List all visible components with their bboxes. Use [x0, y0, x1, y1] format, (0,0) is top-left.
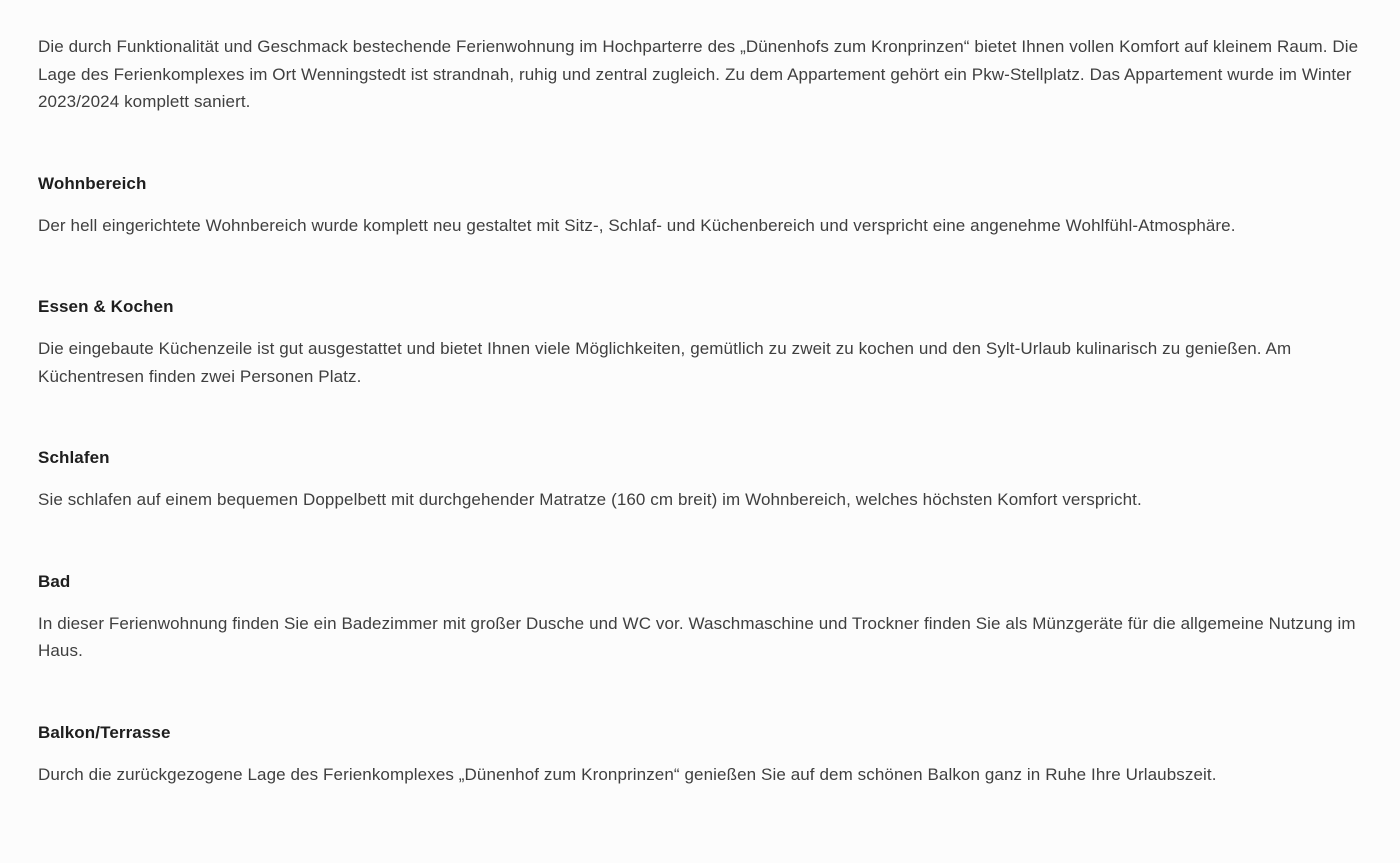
section-body-wohnbereich: Der hell eingerichtete Wohnbereich wurde komplett neu gestaltet mit Sitz-, Schlaf- und Küchenbereich und verspricht eine angenehme Wohlfühl-Atmosphäre.: [38, 215, 1236, 235]
section-heading-schlafen: Schlafen: [38, 448, 110, 467]
section-essen-kochen: [38, 293, 1370, 390]
section-heading-bad: Bad: [38, 571, 71, 591]
section-body-bad: In dieser Ferienwohnung finden Sie ein Badezimmer mit großer Dusche und WC vor. Waschmaschine und Trockner finden Sie als Münzgeräte für die allgemeine Nutzung im Haus.: [38, 613, 1356, 660]
section-schlafen: [38, 444, 1370, 514]
section-wohnbereich: [38, 170, 1370, 240]
section-bad: [38, 568, 1370, 665]
intro-paragraph: Die durch Funktionalität und Geschmack bestechende Ferienwohnung im Hochparterre des „Dünenhofs zum Kronprinzen“ bietet Ihnen vollen Komfort auf kleinem Raum. Die Lage des Ferienkomplexes im Ort Wenningstedt ist strandnah, ruhig und zentral zugleich. Zu dem Appartement gehört ein Pkw-Stellplatz. Das Appartement wurde im Winter 2023/2024 komplett saniert.: [38, 37, 1359, 111]
section-balkon-terrasse: [38, 719, 1370, 789]
section-heading-balkon-terrasse: Balkon/Terrasse: [38, 722, 171, 742]
section-body-balkon-terrasse: Durch die zurückgezogene Lage des Ferienkomplexes „Dünenhof zum Kronprinzen“ genießen Sie auf dem schönen Balkon ganz in Ruhe Ihre Urlaubszeit.: [38, 764, 1217, 784]
section-heading-wohnbereich: Wohnbereich: [38, 173, 147, 193]
section-heading-essen-kochen: Essen & Kochen: [38, 297, 174, 316]
section-body-essen-kochen: Die eingebaute Küchenzeile ist gut ausgestattet und bietet Ihnen viele Möglichkeiten, gemütlich zu zweit zu kochen und den Sylt-Urlaub kulinarisch zu genießen. Am Küchentresen finden zwei Personen Platz.: [38, 339, 1292, 386]
section-body-schlafen: Sie schlafen auf einem bequemen Doppelbett mit durchgehender Matratze (160 cm breit) im Wohnbereich, welches höchsten Komfort verspricht.: [38, 490, 1142, 509]
